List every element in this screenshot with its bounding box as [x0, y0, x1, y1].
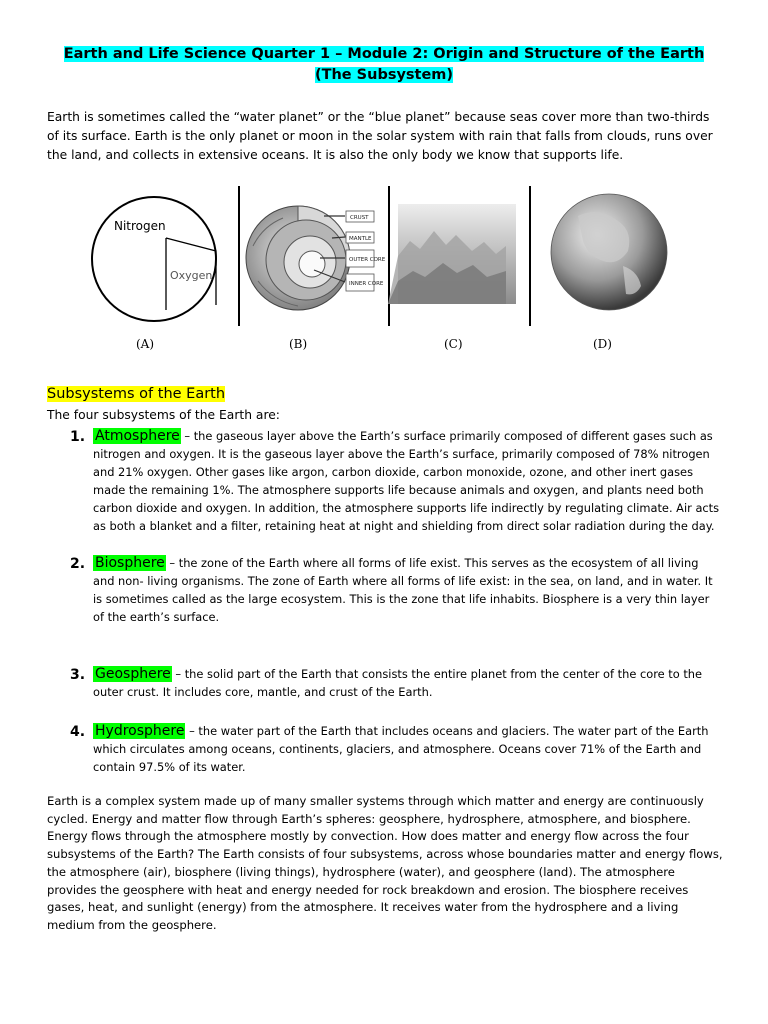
- term-hydrosphere: Hydrosphere: [95, 723, 185, 739]
- outer-core-label: OUTER CORE: [349, 257, 386, 263]
- inner-core-label: INNER CORE: [349, 281, 384, 287]
- figure-panel-d: [551, 194, 667, 310]
- section-heading: Subsystems of the Earth: [47, 386, 226, 402]
- document-title: Earth and Life Science Quarter 1 – Module 2: Origin and Structure of the Earth (The Subsystem): [63, 46, 705, 83]
- list-item: [70, 722, 720, 776]
- nitrogen-label: Nitrogen: [114, 219, 166, 233]
- caption-a: (A): [136, 337, 155, 351]
- figure-panel-b: [246, 206, 386, 310]
- term-biosphere: Biosphere: [95, 555, 165, 571]
- item-description: – the zone of the Earth where all forms of life exist. This serves as the ecosystem of all living and non- living organisms. The zone of Earth where all forms of life exist: in the sea, on land, and in water. It is sometimes called as the large ecosystem. This is the zone that life inhabits. Biosphere is a very thin layer of the earth’s surface.: [93, 556, 713, 624]
- caption-d: (D): [593, 337, 612, 351]
- caption-b: (B): [289, 337, 308, 351]
- item-description: – the water part of the Earth that includes oceans and glaciers. The water part of the Earth which circulates among oceans, continents, glaciers, and atmosphere. Oceans cover 71% of the Earth and contain 97.5% of its water.: [93, 724, 709, 774]
- item-number: 1.: [70, 429, 86, 445]
- intro-paragraph: Earth is sometimes called the “water planet” or the “blue planet” because seas cover more than two-thirds of its surface. Earth is the only planet or moon in the solar system with rain that falls from clouds, runs over the land, and collects in extensive oceans. It is also the only body we know that supports life.: [47, 110, 713, 162]
- closing-paragraph: Earth is a complex system made up of many smaller systems through which matter and energy are continuously cycled. Energy and matter flow through Earth’s spheres: geosphere, hydrosphere, atmosphere, and biosphere. Energy flows through the atmosphere mostly by convection. How does matter and energy flow across the four subsystems of the Earth? The Earth consists of four subsystems, across whose boundaries matter and energy flows, the atmosphere (air), biosphere (living things), hydrosphere (water), and geosphere (land). The atmosphere provides the geosphere with heat and energy needed for rock breakdown and erosion. The biosphere receives gases, heat, and sunlight (energy) from the atmosphere. It receives water from the hydrosphere and a living medium from the geosphere.: [47, 794, 723, 932]
- section-intro: The four subsystems of the Earth are:: [47, 408, 280, 422]
- item-description: – the solid part of the Earth that consists the entire planet from the center of the core to the outer crust. It includes core, mantle, and crust of the Earth.: [93, 667, 703, 699]
- earth-subsystems-figure: [88, 186, 668, 360]
- crust-label: CRUST: [350, 215, 369, 221]
- item-number: 2.: [70, 556, 86, 572]
- list-item: [70, 427, 720, 535]
- composition-pie: [92, 197, 216, 321]
- term-atmosphere: Atmosphere: [95, 428, 180, 444]
- figure-panel-c: [388, 204, 516, 304]
- oxygen-label: Oxygen: [170, 269, 213, 282]
- list-item: [70, 554, 720, 626]
- item-number: 4.: [70, 724, 86, 740]
- item-number: 3.: [70, 667, 86, 683]
- term-geosphere: Geosphere: [95, 666, 171, 682]
- item-description: – the gaseous layer above the Earth’s surface primarily composed of different gases such as nitrogen and oxygen. It is the gaseous layer above the Earth’s surface, primarily composed of 78% nitrogen and 21% oxygen. Other gases like argon, carbon dioxide, carbon monoxide, ozone, and other inert gases made the remaining 1%. The atmosphere supports life because animals and oxygen, and plants need both carbon dioxide and oxygen. In addition, the atmosphere supports life indirectly by regulating climate. Air acts as both a blanket and a filter, retaining heat at night and shielding from direct solar radiation during the day.: [93, 429, 720, 533]
- list-item: [70, 665, 720, 701]
- mantle-label: MANTLE: [349, 236, 372, 242]
- figure-panel-a: [92, 197, 216, 321]
- caption-c: (C): [444, 337, 463, 351]
